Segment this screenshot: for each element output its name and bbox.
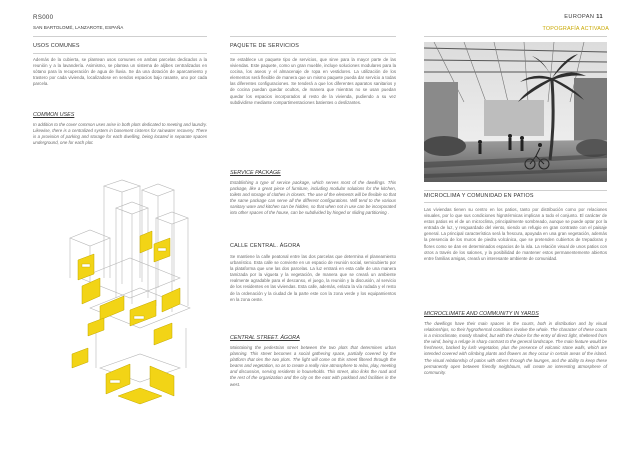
col3-text-en: The dwellings have their main spaces in the courts, both in distribution and by visual relationships, so their hygrothermal conditions involve the whole. The character of these courts is a microclimate, mostly shaded, but with the choice for the entry of direct light, sheltered from the wind, being a refuge in sharp contrast to the general landscape. The main feature would be freshness, backed by lush vegetation, plus the presence of volcanic stone walls, which are intended covered with climbing plants and flowers as they occur in certain areas of the island. The visual relationship of patios with others through the lounges, and the ability to keep these permanently open between friendly neighbours, will create an interesting atmosphere of community. (424, 321, 607, 375)
section-title: TOPOGRAFÍA ACTIVADA (542, 26, 609, 32)
page-number: 11 (596, 14, 603, 20)
col2-text2-es: Se mantiene la calle peatonal entre las dos parcelas que determina el planeamiento urbanístico. Esta calle se convierte en un espacio de reunión social, semicubierto por la plataforma que une las dos parcelas. La luz entrará en esta calle de una manera tamizada por la vigueta y la vegetación, de manera que se creará un ambiente realmente agradable para el descanso, el juego, la reunión y la discusión, al servicio de los residentes en las viviendas. Esta calle, además, enlaza la vía rodada y el resto de la ordenación y la ciudad de la parte este con la zona verde y los equipamientos en la zona oeste. (230, 254, 396, 302)
col2-text2-en: Maintaining the pedestrian street between the two plots that determines urban planning. This street becomes a social gathering space, partially covered by the platform that ties the two plots. The light will come on this street filtered through the beams and vegetation, so as to create a really nice atmosphere to relax, play, meeting and discussion, serving residents in households. This street, also links the road and the rest of the organization and the city on the east with parkland and facilities in the west. (230, 345, 396, 387)
col2-heading2-es: CALLE CENTRAL. ÁGORA (230, 243, 301, 249)
col2-heading1-es: PAQUETE DE SERVICIOS (230, 43, 300, 49)
col1-heading-es: USOS COMUNES (33, 43, 80, 49)
col3-heading-rule-top (424, 190, 607, 191)
col3-heading-es: MICROCLIMA Y COMUNIDAD EN PATIOS (424, 193, 534, 199)
col2-text1-es: Se establece un paquete tipo de servicios, que sirve para la mayor parte de las viviendas. Este paquete, como un gran mueble, incluye soluciones modulares para la cocina, los aseos y el almacenaje de ropa en vestidores. La utilización de los elementos será flexible de manera que un mismo paquete pueda dar servicio a todas las diferentes configuraciones. Se tenderá a que los diferentes aparatos sanitarios y de cocina puedan quedar ocultos, de manera que mientras no se usan puedan quedar los espacios incorporados al resto de la vivienda, pudiendo a su vez subdividirse mediante compartimentaciones batientes o deslizantes. (230, 57, 396, 105)
col2-top-rule (230, 36, 396, 37)
col3-top-rule (424, 36, 607, 37)
col3-text-es: Las viviendas tienen su centro en los patios, tanto por distribución como por relaciones visuales, por lo que sus condiciones higrotérmicas implican a todo el conjunto. El carácter de estos patios es el de un microclima, principalmente sombreado, aunque se puede optar por la entrada de luz, y resguardado del viento, siendo un refugio en gran contraste con el paisaje general. La principal característica será la frescura, apoyada en una gran vegetación, además la presencia de los muros de piedra volcánica, que se pretenden cubiertos de trepadoras y flores como se dan en determinados espacios de la isla. La relación visual de unos patios con otros a través de los salones, y la posibilidad de mantener estos permanentemente abiertos entre familias amigas, creará un interesante ambiente de comunidad. (424, 207, 607, 261)
col1-text-es: Además de la cubierta, se plantean usos comunes en ambas parcelas dedicados a la reunión y a la lavandería. Asimismo, se plantea un sistema de aljibes centralizados en sótano para la recuperación de agua de lluvia. Se da una dotación de aparcamiento y trastero por cada vivienda, localizadose en sendos espacios bajo rasante, uno por cada parcela. (33, 57, 207, 87)
col2-heading2-en: CENTRAL STREET. ÁGORA (230, 335, 300, 341)
col1-heading-rule (33, 53, 207, 54)
col1-top-rule (33, 36, 207, 37)
col1-heading-en: COMMON USES (33, 112, 75, 118)
competition-label (564, 14, 603, 20)
col2-heading-rule (230, 53, 396, 54)
col3-heading-en: MICROCLIMATE AND COMMUNITY IN YARDS (424, 311, 539, 317)
courtyard-rendering-photo (424, 42, 607, 182)
col2-text1-en: Establishing a type of service package, which serves most of the dwellings. This package, like a great piece of furniture, including modular solutions for the kitchen, toilets and storage of clothes in closets. The use of the elements will be flexible so that the same package can serve all the different configurations. Will tend to the various sanitary ware and kitchen can be hidden, so that when not in use can be incorporated into other spaces of the house, can be subdivided by hinged or sliding partitioning . (230, 180, 396, 216)
project-code: RS000 (33, 14, 54, 21)
col1-text-en: In addition to the cover common uses arise in both plots dedicated to meeting and laundry. Likewise, there is a centralized system in basement cisterns for rainwater recovery. There is a provision of parking and storage for each dwelling, being located in separate spaces underground, one for each plot. (33, 122, 207, 146)
col3-heading-rule (424, 202, 607, 203)
col2-heading1-en: SERVICE PACKAGE (230, 170, 281, 176)
competition-name: EUROPAN (564, 14, 595, 20)
project-location: SAN BARTOLOMÉ, LANZAROTE, ESPAÑA (33, 25, 124, 30)
service-package-axonometric (60, 178, 218, 428)
